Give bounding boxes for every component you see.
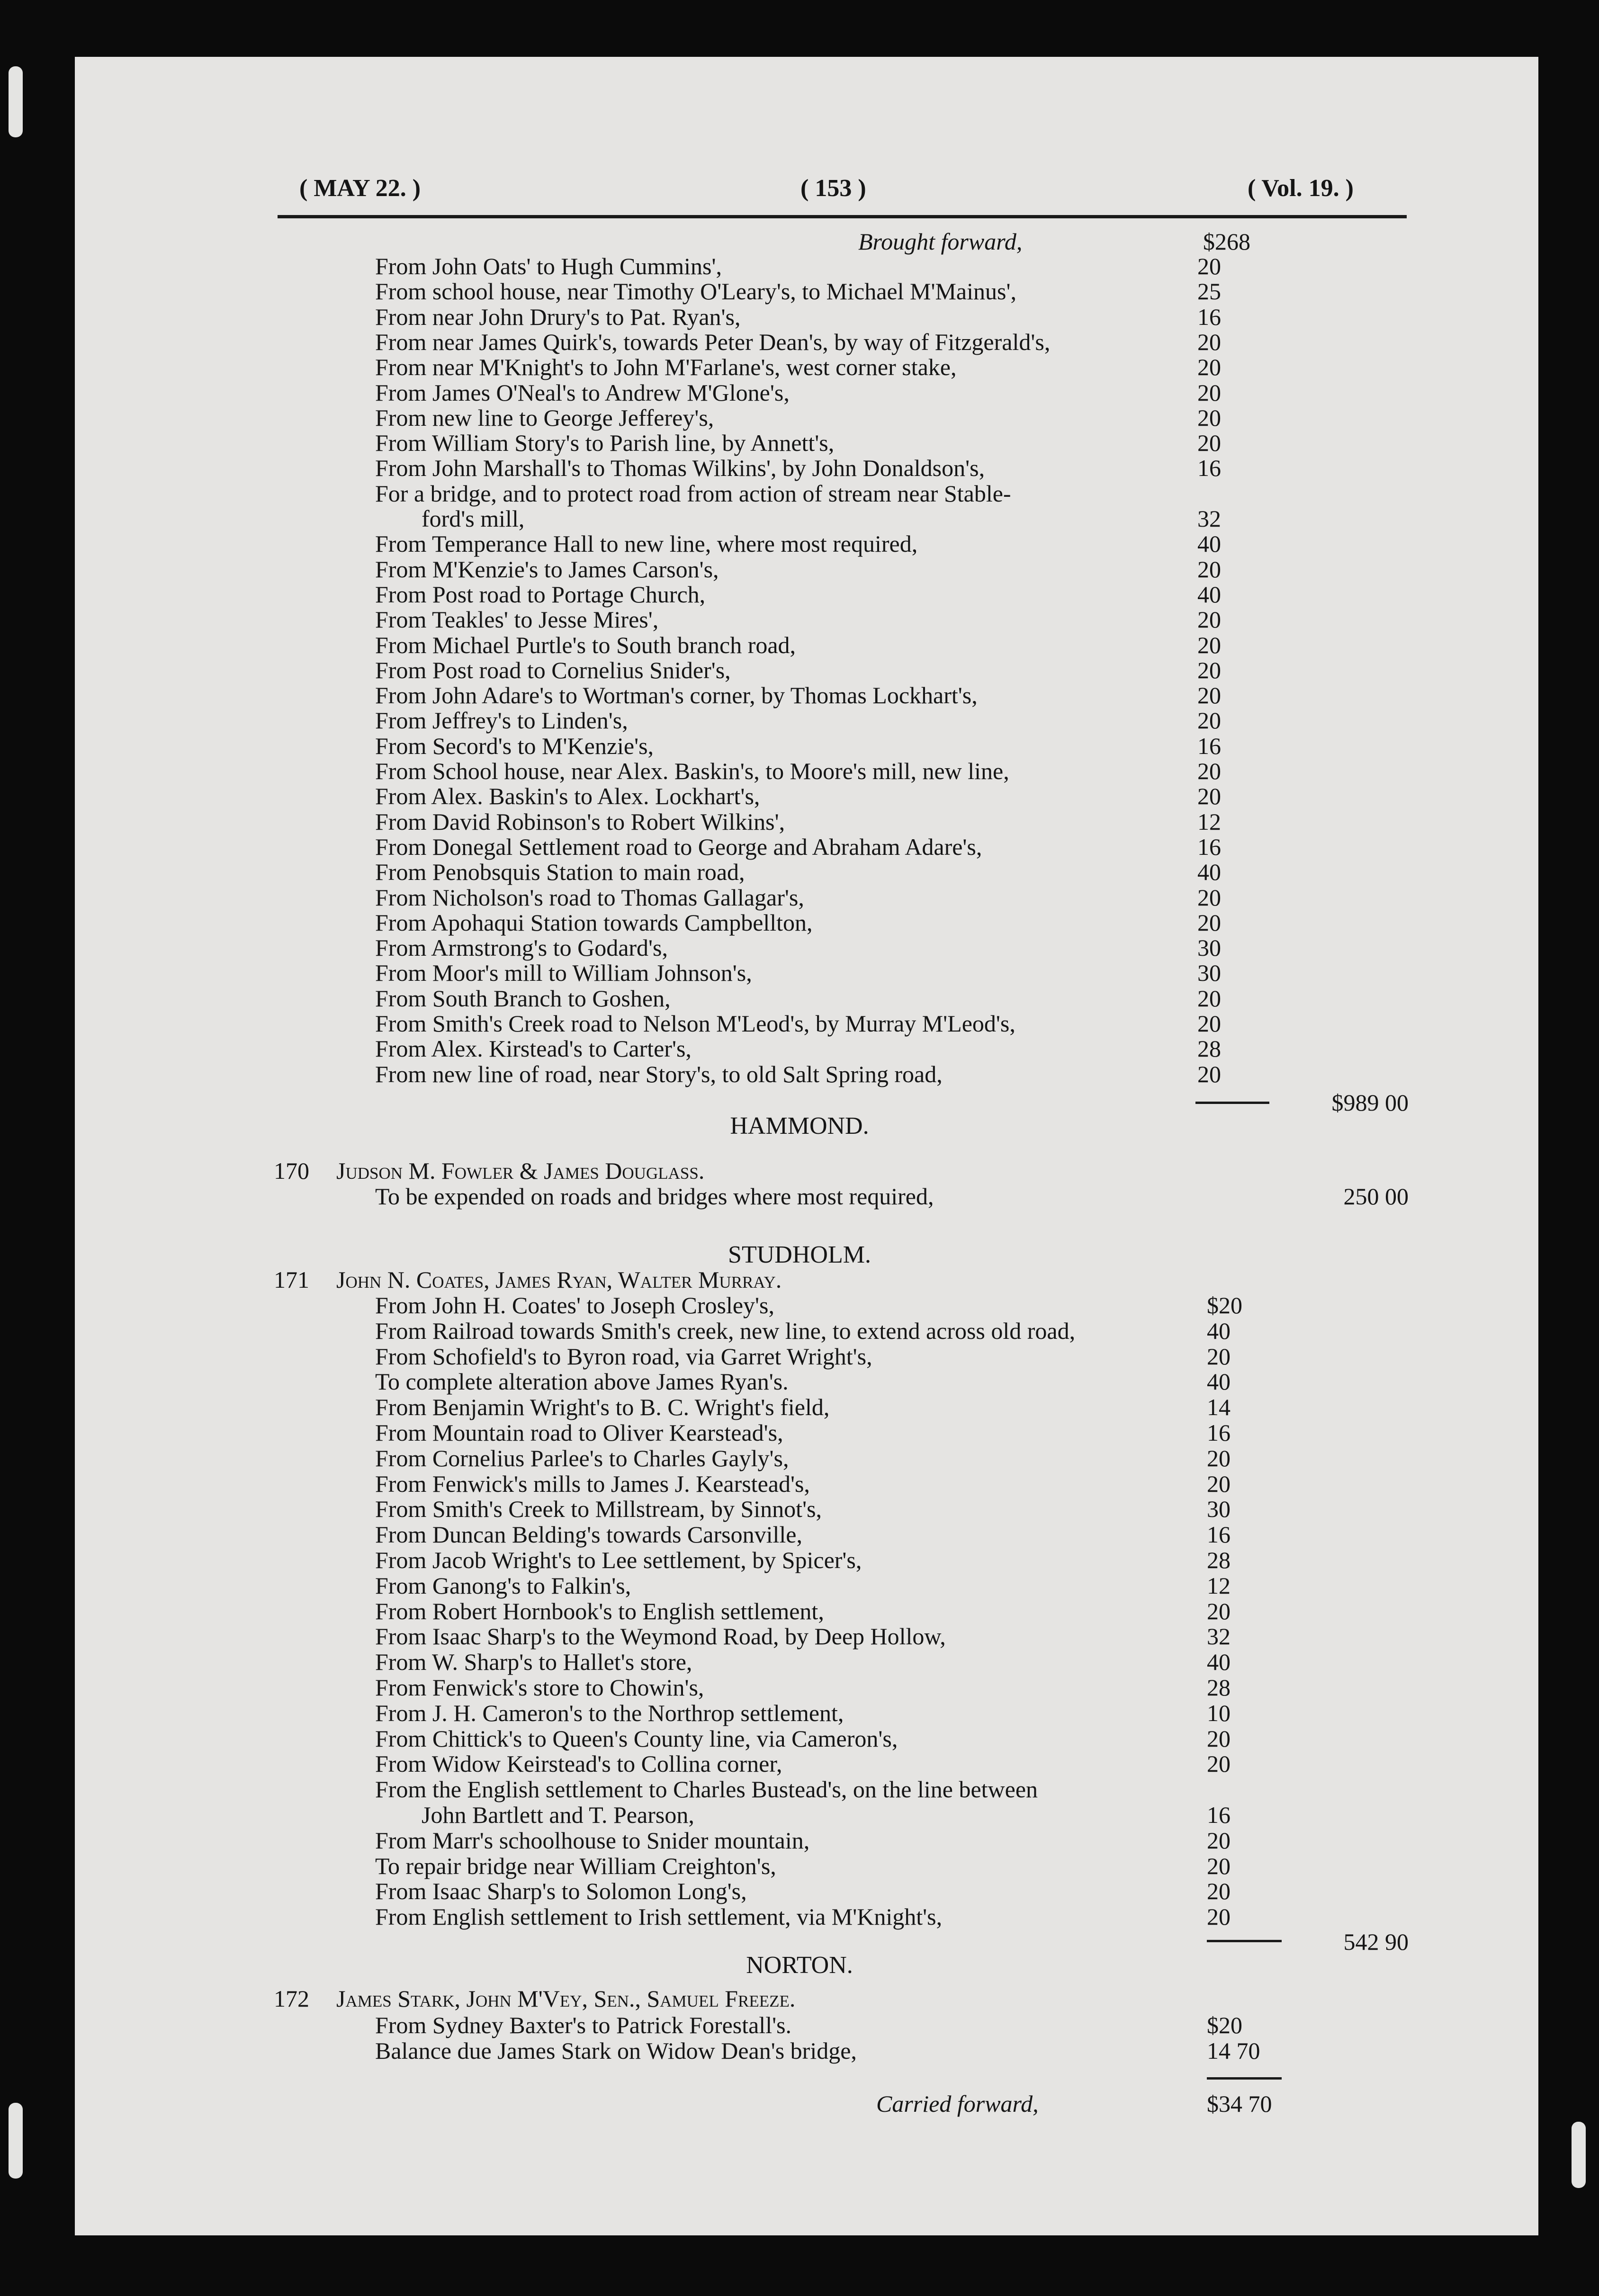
entry-amount: 20 — [1197, 985, 1221, 1012]
entry-amount: 20 — [1197, 631, 1221, 658]
entry-description: From Nicholson's road to Thomas Gallagar's, — [375, 884, 804, 911]
entry-description: From Duncan Belding's towards Carsonville, — [375, 1521, 802, 1548]
entry-amount: 16 — [1207, 1521, 1231, 1548]
entry-amount: 30 — [1207, 1496, 1231, 1523]
entry-amount: 30 — [1197, 960, 1221, 987]
entry-description: From school house, near Timothy O'Leary's, to Michael M'Mainus', — [375, 278, 1016, 305]
entry-description: From Fenwick's mills to James J. Kearstead's, — [375, 1470, 810, 1497]
entry-amount: 20 — [1197, 354, 1221, 381]
entry-description: ford's mill, — [422, 505, 525, 532]
entry-row — [0, 581, 1599, 608]
entry-amount: 20 — [1197, 328, 1221, 355]
entry-amount: 14 70 — [1207, 2037, 1260, 2064]
entry-row — [0, 733, 1599, 759]
entry-description: From near M'Knight's to John M'Farlane's, west corner stake, — [375, 354, 957, 381]
entry-row — [0, 1496, 1599, 1522]
entry-amount: 20 — [1197, 707, 1221, 734]
entry-row — [0, 758, 1599, 784]
entry-description: From Smith's Creek road to Nelson M'Leod's, by Murray M'Leod's, — [375, 1010, 1015, 1037]
entry-description: From South Branch to Goshen, — [375, 985, 671, 1012]
entry-amount: 30 — [1197, 934, 1221, 961]
entry-amount: 40 — [1207, 1317, 1231, 1344]
entry-description: From Jacob Wright's to Lee settlement, by Spicer's, — [375, 1547, 862, 1573]
entry-amount: 20 — [1207, 1725, 1231, 1752]
entry-amount: 28 — [1207, 1547, 1231, 1573]
section-title-studholm: STUDHOLM. — [728, 1241, 871, 1268]
entry-row — [0, 430, 1599, 456]
entry-row — [0, 1343, 1599, 1370]
hammond-entry: To be expended on roads and bridges where most required, — [375, 1183, 934, 1210]
entry-amount: $20 — [1207, 2012, 1242, 2038]
entry-description: From Apohaqui Station towards Campbellton, — [375, 909, 813, 936]
volume-label: ( Vol. 19. ) — [1248, 175, 1354, 202]
entry-amount: 40 — [1197, 581, 1221, 608]
entry-row — [0, 1853, 1599, 1879]
entry-description: From Alex. Baskin's to Alex. Lockhart's, — [375, 783, 760, 810]
block1-total: $989 00 — [1331, 1089, 1409, 1116]
entry-amount: 20 — [1197, 656, 1221, 683]
entry-row — [0, 278, 1599, 305]
entry-amount: 20 — [1197, 884, 1221, 911]
entry-amount: 20 — [1197, 1010, 1221, 1037]
entry-amount: 20 — [1207, 1444, 1231, 1471]
studholm-names-row — [0, 1266, 1599, 1293]
entry-description: From Benjamin Wright's to B. C. Wright's field, — [375, 1394, 830, 1421]
entry-row — [0, 1878, 1599, 1904]
entry-row — [0, 1725, 1599, 1752]
entry-description: From Fenwick's store to Chowin's, — [375, 1674, 704, 1701]
entry-description: From Post road to Portage Church, — [375, 581, 706, 608]
entry-description: From W. Sharp's to Hallet's store, — [375, 1649, 692, 1676]
entry-row — [0, 1827, 1599, 1854]
entry-amount: 20 — [1207, 1827, 1231, 1854]
entry-description: From J. H. Cameron's to the Northrop settlement, — [375, 1699, 844, 1726]
entry-row — [0, 834, 1599, 860]
binding-tab-top — [9, 66, 23, 137]
hammond-names: Judson M. Fowler & James Douglass. — [336, 1157, 705, 1184]
entry-amount: 16 — [1197, 833, 1221, 860]
page-number: ( 153 ) — [800, 175, 866, 202]
entry-description: From Armstrong's to Godard's, — [375, 934, 668, 961]
entry-row — [0, 859, 1599, 885]
entry-amount: 16 — [1197, 455, 1221, 482]
entry-description: From Cornelius Parlee's to Charles Gayly's, — [375, 1444, 789, 1471]
entry-amount: 40 — [1207, 1649, 1231, 1676]
carried-forward-label: Carried forward, — [876, 2090, 1039, 2117]
carried-forward-amount: $34 70 — [1207, 2090, 1272, 2117]
entry-amount: 20 — [1207, 1750, 1231, 1777]
entry-description: From John H. Coates' to Joseph Crosley's, — [375, 1292, 775, 1318]
entry-row — [0, 909, 1599, 936]
entry-description: From John Marshall's to Thomas Wilkins', by John Donaldson's, — [375, 455, 985, 482]
entry-row — [0, 556, 1599, 583]
entry-amount: 10 — [1207, 1699, 1231, 1726]
entry-description: From Jeffrey's to Linden's, — [375, 707, 628, 734]
entry-amount: 16 — [1207, 1802, 1231, 1828]
entry-row — [0, 808, 1599, 835]
entry-row — [0, 1521, 1599, 1548]
entry-row — [0, 1802, 1599, 1828]
brought-forward-row — [0, 228, 1599, 255]
entry-description: From Marr's schoolhouse to Snider mountain, — [375, 1827, 810, 1854]
norton-names-row — [0, 1985, 1599, 2012]
entry-row — [0, 1061, 1599, 1087]
entry-description: From English settlement to Irish settlement, via M'Knight's, — [375, 1903, 943, 1930]
entry-description: From Mountain road to Oliver Kearstead's, — [375, 1419, 783, 1446]
entry-row — [0, 253, 1599, 279]
header-rule — [278, 215, 1407, 218]
entry-description: From Moor's mill to William Johnson's, — [375, 960, 752, 987]
entry-row — [0, 404, 1599, 431]
entry-row — [0, 632, 1599, 658]
studholm-names: John N. Coates, James Ryan, Walter Murray. — [336, 1266, 782, 1293]
entry-description: From Post road to Cornelius Snider's, — [375, 656, 731, 683]
norton-names: James Stark, John M'Vey, Sen., Samuel Freeze. — [336, 1985, 796, 2012]
entry-amount: 14 — [1207, 1394, 1231, 1421]
entry-amount: 40 — [1197, 859, 1221, 886]
entry-row — [0, 1368, 1599, 1395]
hammond-total: 250 00 — [1343, 1183, 1409, 1210]
entry-row — [0, 1318, 1599, 1344]
entry-amount: 20 — [1207, 1343, 1231, 1370]
entry-row — [0, 329, 1599, 355]
entry-amount: 20 — [1197, 404, 1221, 431]
entry-description: From Michael Purtle's to South branch road, — [375, 631, 796, 658]
studholm-total: 542 90 — [1343, 1928, 1409, 1955]
entry-amount: 32 — [1197, 505, 1221, 532]
brought-forward-label: Brought forward, — [858, 228, 1023, 255]
entry-amount: 20 — [1197, 556, 1221, 583]
entry-amount: 20 — [1197, 430, 1221, 457]
entry-description: From Robert Hornbook's to English settlement, — [375, 1597, 824, 1624]
entry-row — [0, 505, 1599, 532]
entry-description: From John Oats' to Hugh Cummins', — [375, 253, 722, 279]
norton-number: 172 — [274, 1985, 309, 2012]
entry-row — [0, 1598, 1599, 1624]
entry-amount: 16 — [1207, 1419, 1231, 1446]
entry-description: From near James Quirk's, towards Peter Dean's, by way of Fitzgerald's, — [375, 328, 1051, 355]
entry-row — [0, 606, 1599, 633]
entry-description: John Bartlett and T. Pearson, — [422, 1802, 694, 1828]
entry-description: From near John Drury's to Pat. Ryan's, — [375, 303, 741, 330]
entry-description: From Alex. Kirstead's to Carter's, — [375, 1035, 692, 1062]
entry-amount: 20 — [1197, 1060, 1221, 1087]
entry-amount: 12 — [1207, 1572, 1231, 1599]
hammond-names-row — [0, 1157, 1599, 1184]
entry-amount: 20 — [1207, 1852, 1231, 1879]
entry-description: From new line to George Jefferey's, — [375, 404, 714, 431]
entry-row — [0, 934, 1599, 961]
entry-row — [0, 304, 1599, 330]
entry-amount: 20 — [1207, 1903, 1231, 1930]
entry-amount: 20 — [1207, 1597, 1231, 1624]
entry-row — [0, 2037, 1599, 2064]
entry-amount: 12 — [1197, 808, 1221, 835]
entry-row — [0, 985, 1599, 1012]
entry-row — [0, 1035, 1599, 1062]
entry-amount: 40 — [1197, 530, 1221, 557]
entry-description: From Widow Keirstead's to Collina corner, — [375, 1750, 782, 1777]
entry-row — [0, 1010, 1599, 1037]
entry-row — [0, 1445, 1599, 1471]
section-title-norton: NORTON. — [746, 1952, 853, 1979]
entry-amount: 20 — [1197, 379, 1221, 406]
header-date: ( MAY 22. ) — [299, 175, 421, 202]
entry-row — [0, 530, 1599, 557]
hammond-entry-row — [0, 1183, 1599, 1210]
entry-row — [0, 1776, 1599, 1803]
entry-row — [0, 1623, 1599, 1650]
entry-amount: 20 — [1207, 1878, 1231, 1905]
entry-amount: 20 — [1197, 253, 1221, 279]
binding-tab-right — [1572, 2122, 1586, 2188]
section-title-hammond: HAMMOND. — [730, 1112, 869, 1139]
entry-description: For a bridge, and to protect road from action of stream near Stable- — [375, 480, 1011, 507]
entry-description: To repair bridge near William Creighton's, — [375, 1852, 776, 1879]
entry-amount: $20 — [1207, 1292, 1242, 1318]
entry-row — [0, 1471, 1599, 1497]
entry-description: From the English settlement to Charles Bustead's, on the line between — [375, 1776, 1038, 1803]
entry-amount: 32 — [1207, 1623, 1231, 1650]
entry-description: From William Story's to Parish line, by Annett's, — [375, 430, 835, 457]
entry-row — [0, 2012, 1599, 2038]
entry-description: From Secord's to M'Kenzie's, — [375, 732, 654, 759]
entry-description: From Ganong's to Falkin's, — [375, 1572, 631, 1599]
entry-row — [0, 1419, 1599, 1446]
entry-row — [0, 657, 1599, 683]
entry-amount: 25 — [1197, 278, 1221, 305]
studholm-number: 171 — [274, 1266, 309, 1293]
entry-amount: 28 — [1197, 1035, 1221, 1062]
brought-forward-amount: $268 — [1203, 228, 1250, 255]
entry-description: From Railroad towards Smith's creek, new line, to extend across old road, — [375, 1317, 1076, 1344]
entry-row — [0, 884, 1599, 911]
entry-amount: 16 — [1197, 303, 1221, 330]
entry-row — [0, 1700, 1599, 1726]
hammond-number: 170 — [274, 1157, 309, 1184]
carried-forward-rule — [1207, 2077, 1282, 2080]
entry-amount: 20 — [1197, 909, 1221, 936]
entry-description: To complete alteration above James Ryan's. — [375, 1368, 789, 1395]
entry-row — [0, 1674, 1599, 1701]
entry-row — [0, 783, 1599, 809]
entry-row — [0, 1750, 1599, 1777]
entry-description: From Smith's Creek to Millstream, by Sinnot's, — [375, 1496, 822, 1523]
entry-description: From James O'Neal's to Andrew M'Glone's, — [375, 379, 790, 406]
entry-description: From Isaac Sharp's to the Weymond Road, by Deep Hollow, — [375, 1623, 946, 1650]
entry-description: From Temperance Hall to new line, where most required, — [375, 530, 918, 557]
entry-row — [0, 455, 1599, 481]
entry-description: Balance due James Stark on Widow Dean's bridge, — [375, 2037, 857, 2064]
entry-amount: 20 — [1207, 1470, 1231, 1497]
entry-description: From School house, near Alex. Baskin's, to Moore's mill, new line, — [375, 758, 1009, 784]
entry-description: From John Adare's to Wortman's corner, by Thomas Lockhart's, — [375, 682, 978, 709]
entry-row — [0, 1292, 1599, 1318]
entry-amount: 16 — [1197, 732, 1221, 759]
entry-description: From Penobsquis Station to main road, — [375, 859, 745, 886]
entry-description: From Isaac Sharp's to Solomon Long's, — [375, 1878, 747, 1905]
entry-row — [0, 682, 1599, 709]
entry-description: From Donegal Settlement road to George and Abraham Adare's, — [375, 833, 982, 860]
entry-row — [0, 1903, 1599, 1930]
entry-description: From Teakles' to Jesse Mires', — [375, 606, 659, 633]
entry-description: From Sydney Baxter's to Patrick Forestall's. — [375, 2012, 792, 2038]
entry-amount: 20 — [1197, 682, 1221, 709]
entry-amount: 40 — [1207, 1368, 1231, 1395]
entry-amount: 20 — [1197, 606, 1221, 633]
entry-row — [0, 707, 1599, 734]
entry-row — [0, 1649, 1599, 1675]
entry-amount: 28 — [1207, 1674, 1231, 1701]
carried-forward-row — [0, 2090, 1599, 2117]
entry-description: From Chittick's to Queen's County line, via Cameron's, — [375, 1725, 898, 1752]
entry-row — [0, 960, 1599, 986]
entry-row — [0, 1547, 1599, 1573]
entry-description: From Schofield's to Byron road, via Garret Wright's, — [375, 1343, 872, 1370]
entry-amount: 20 — [1197, 783, 1221, 810]
entry-description: From M'Kenzie's to James Carson's, — [375, 556, 719, 583]
entry-description: From new line of road, near Story's, to old Salt Spring road, — [375, 1060, 943, 1087]
entry-row — [0, 1572, 1599, 1599]
entry-description: From David Robinson's to Robert Wilkins', — [375, 808, 785, 835]
entry-row — [0, 379, 1599, 406]
entry-amount: 20 — [1197, 758, 1221, 784]
entry-row — [0, 354, 1599, 380]
entry-row — [0, 1394, 1599, 1420]
entry-row — [0, 480, 1599, 507]
